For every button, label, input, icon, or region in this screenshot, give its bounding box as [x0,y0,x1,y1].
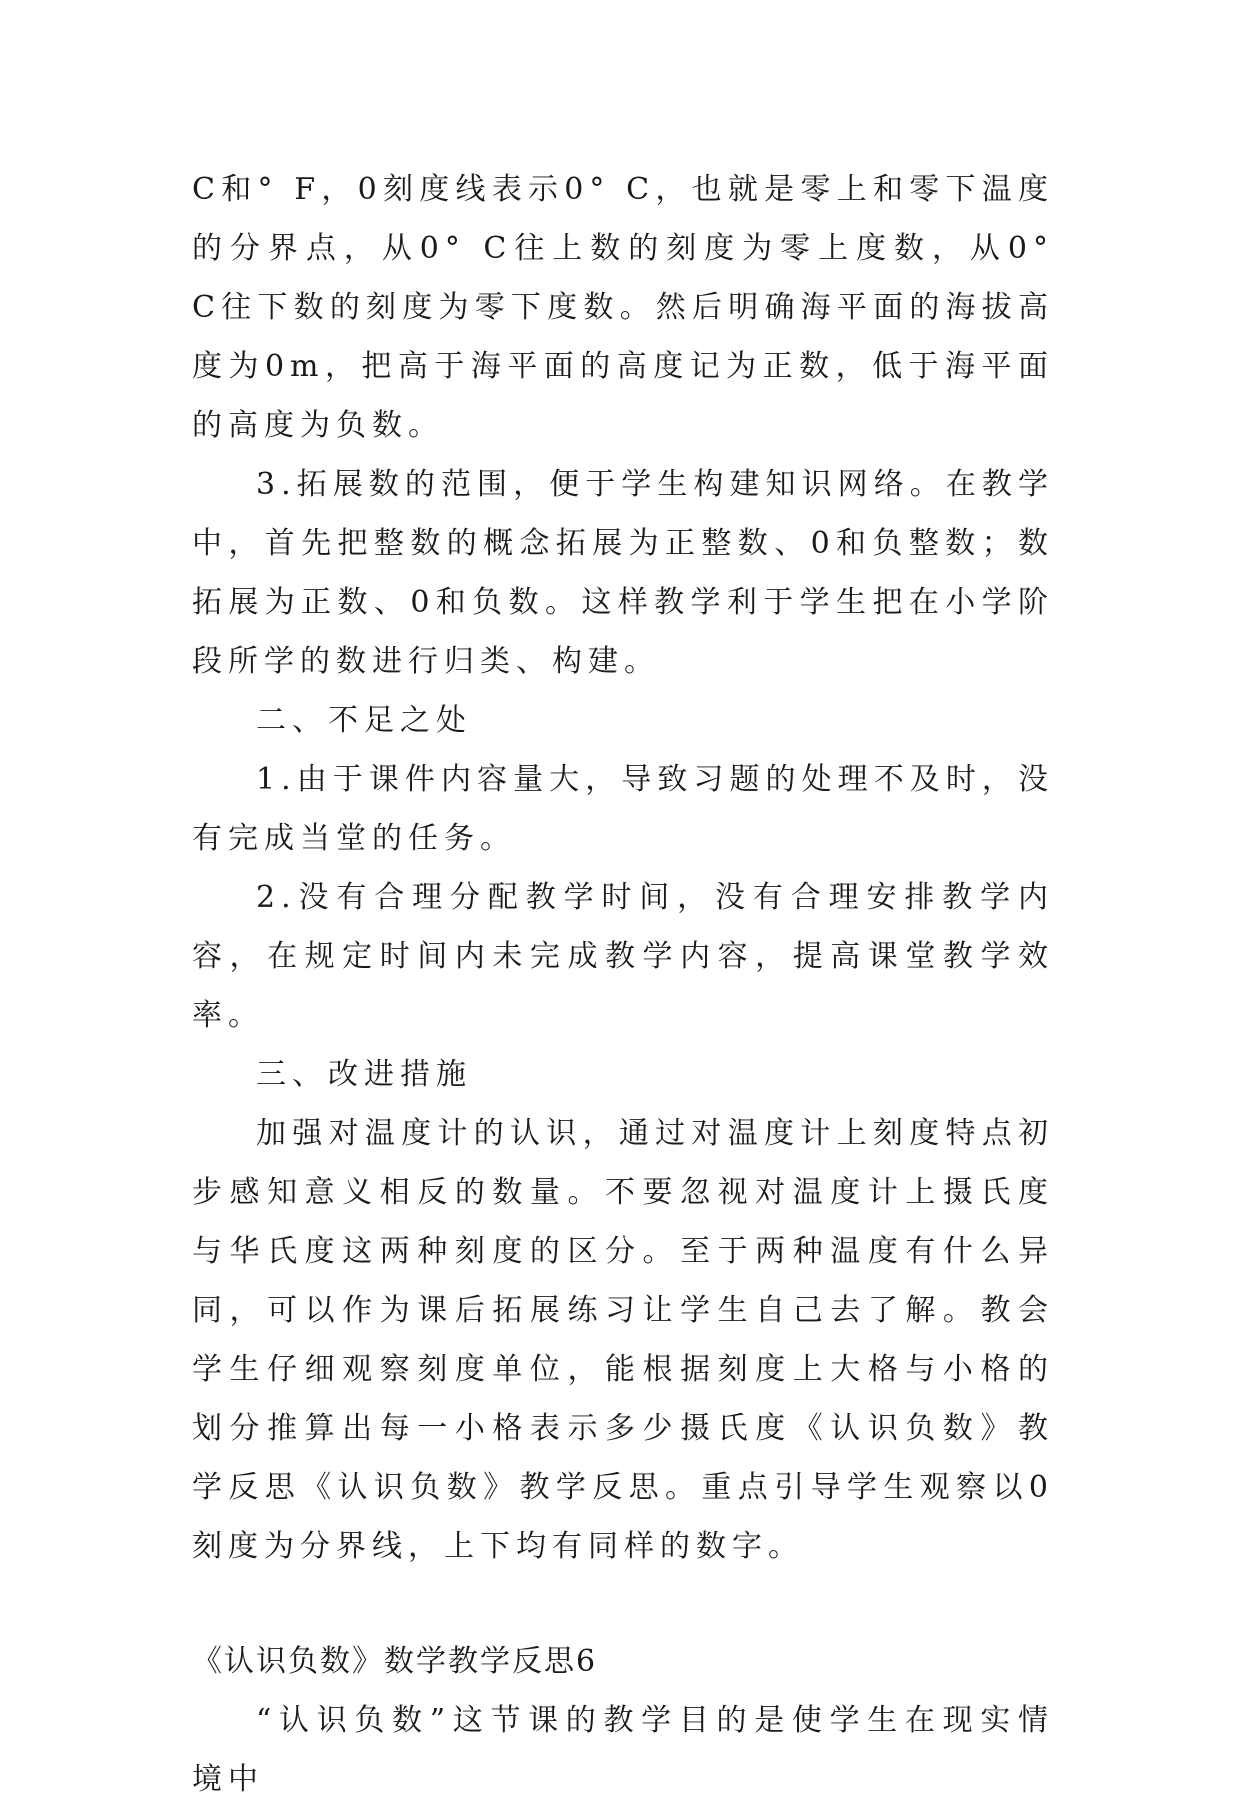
section-heading-improvements: 三、改进措施 [256,1057,472,1092]
document-body [192,160,1054,1809]
section-heading-shortcomings: 二、不足之处 [256,703,472,738]
paragraph-article-intro: “认识负数”这节课的教学目的是使学生在现实情境中 [192,1703,1054,1797]
paragraph-shortcoming-1: 1.由于课件内容量大，导致习题的处理不及时，没有完成当堂的任务。 [192,762,1054,856]
paragraph-temperature-scale: C和° F，0刻度线表示0° C，也就是零上和零下温度的分界点，从0° C往上数的刻度为零上度数，从0° C往下数的刻度为零下度数。然后明确海平面的海拔高度为0m，把高于海平面的高度记为正数，低于海平面的高度为负数。 [192,172,1054,443]
paragraph-extend-number-range: 3.拓展数的范围，便于学生构建知识网络。在教学中，首先把整数的概念拓展为正整数、0和负整数；数拓展为正数、0和负数。这样教学利于学生把在小学阶段所学的数进行归类、构建。 [192,467,1054,679]
article-title: 《认识负数》数学教学反思6 [192,1644,598,1679]
paragraph-shortcoming-2: 2.没有合理分配教学时间，没有合理安排教学内容，在规定时间内未完成教学内容，提高课堂教学效率。 [192,880,1054,1033]
paragraph-improvement: 加强对温度计的认识，通过对温度计上刻度特点初步感知意义相反的数量。不要忽视对温度计上摄氏度与华氏度这两种刻度的区分。至于两种温度有什么异同，可以作为课后拓展练习让学生自己去了解。教会学生仔细观察刻度单位，能根据刻度上大格与小格的划分推算出每一小格表示多少摄氏度《认识负数》教学反思《认识负数》教学反思。重点引导学生观察以0刻度为分界线，上下均有同样的数字。 [192,1116,1054,1564]
